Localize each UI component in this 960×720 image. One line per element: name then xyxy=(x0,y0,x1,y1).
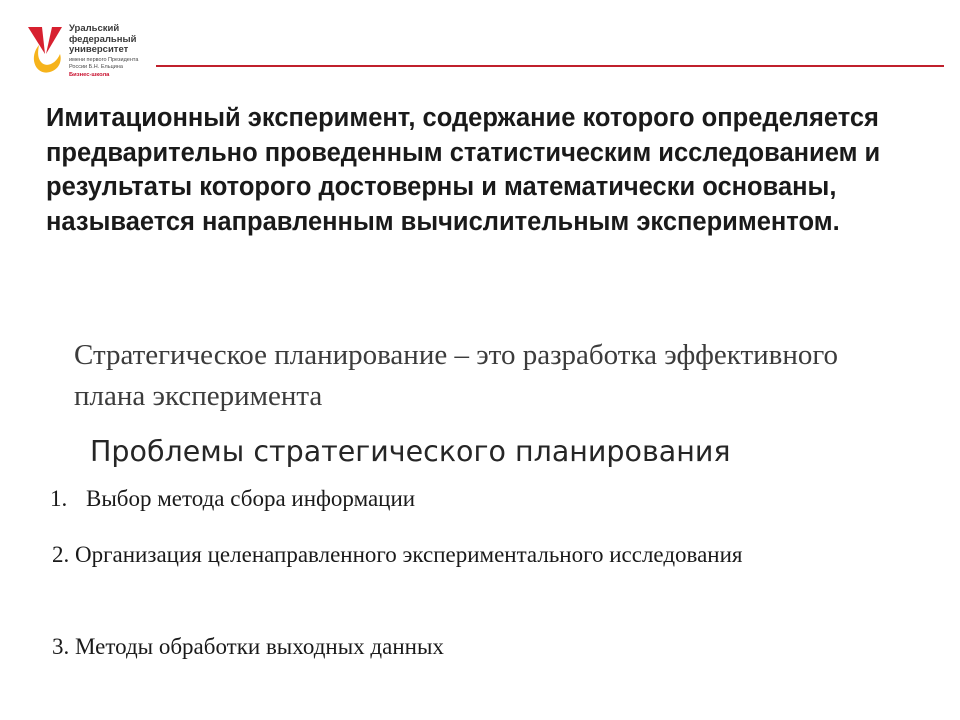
logo-name-line: федеральный xyxy=(69,33,137,45)
logo-subtitle-line: России Б.Н. Ельцина xyxy=(69,64,123,71)
urfu-logo-icon xyxy=(26,24,64,76)
list-item-number: 2. xyxy=(52,542,70,567)
section-heading: Проблемы стратегического планирования xyxy=(90,435,731,468)
list-item-number: 1. xyxy=(50,486,68,511)
definition-text: Стратегическое планирование – это разработка эффективного плана эксперимента xyxy=(74,339,839,412)
list-item xyxy=(52,629,932,664)
list-item-text: Методы обработки выходных данных xyxy=(75,634,444,659)
logo-subtitle-line: имени первого Президента xyxy=(69,56,139,63)
list-item-text: Выбор метода сбора информации xyxy=(86,486,416,511)
header-divider xyxy=(156,65,944,67)
logo-name-line: университет xyxy=(69,44,129,55)
university-logo-text xyxy=(69,24,138,79)
list-item xyxy=(50,481,930,516)
logo-name-line: Уральский xyxy=(69,23,120,34)
list-item-number: 3. xyxy=(52,634,70,659)
logo-school: Бизнес-школа xyxy=(69,71,110,78)
list-item-text: Организация целенаправленного экспериментального исследования xyxy=(75,542,743,567)
lead-paragraph: Имитационный эксперимент, содержание которого определяется предварительно проведенным статистическим исследованием и результаты которого достоверны и математически основаны, называется направленным вычислительным экспериментом. xyxy=(46,104,881,236)
list-item xyxy=(52,537,866,572)
